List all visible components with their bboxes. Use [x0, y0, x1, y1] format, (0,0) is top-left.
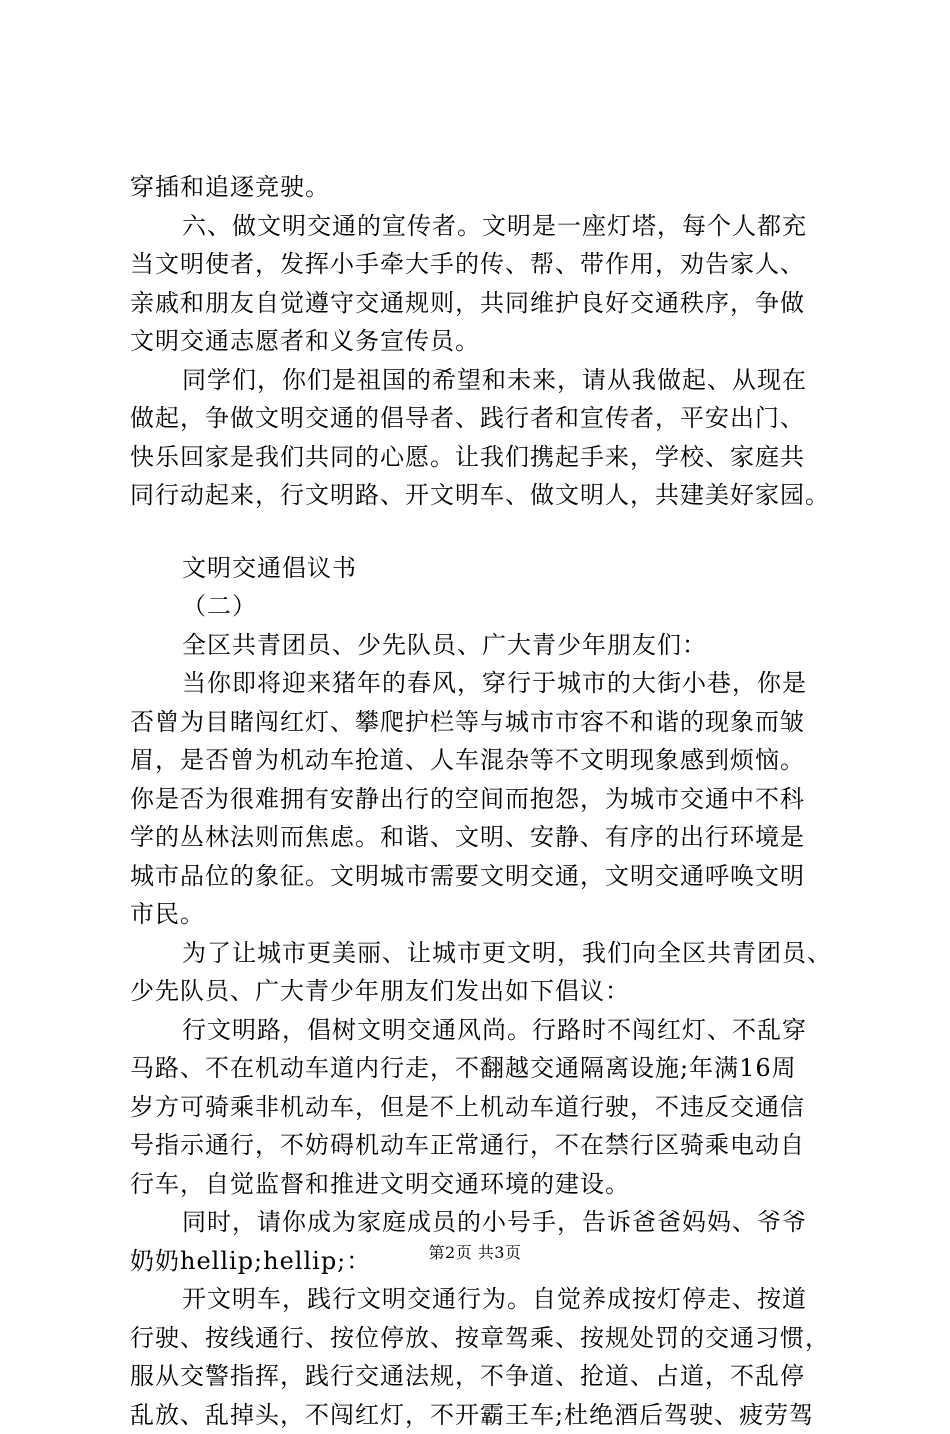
section-gap — [130, 515, 850, 549]
text-line: 少先队员、广大青少年朋友们发出如下倡议： — [130, 972, 850, 1011]
text-line: 文明交通志愿者和义务宣传员。 — [130, 322, 850, 361]
text-line: 奶奶hellip;hellip;： — [130, 1242, 850, 1281]
text-line: 开文明车，践行文明交通行为。自觉养成按灯停走、按道 — [130, 1280, 850, 1319]
text-line: 同学们，你们是祖国的希望和未来，请从我做起、从现在 — [130, 361, 850, 400]
text-line: 马路、不在机动车道内行走，不翻越交通隔离设施;年满16周 — [130, 1049, 850, 1088]
text-line: 你是否为很难拥有安静出行的空间而抱怨，为城市交通中不科 — [130, 780, 850, 819]
text-line: 亲戚和朋友自觉遵守交通规则，共同维护良好交通秩序，争做 — [130, 284, 850, 323]
text-line: 市民。 — [130, 895, 850, 934]
text-line: 服从交警指挥，践行交通法规，不争道、抢道、占道，不乱停 — [130, 1357, 850, 1396]
page-footer: 第2页 共3页 — [0, 1240, 950, 1263]
section-title: 文明交通倡议书 — [130, 549, 850, 588]
text-line: 六、做文明交通的宣传者。文明是一座灯塔，每个人都充 — [130, 207, 850, 246]
text-line: 行车，自觉监督和推进文明交通环境的建设。 — [130, 1165, 850, 1204]
text-line: 做起，争做文明交通的倡导者、践行者和宣传者，平安出门、 — [130, 399, 850, 438]
text-line: 学的丛林法则而焦虑。和谐、文明、安静、有序的出行环境是 — [130, 818, 850, 857]
text-line: 号指示通行，不妨碍机动车正常通行，不在禁行区骑乘电动自 — [130, 1126, 850, 1165]
text-line: 快乐回家是我们共同的心愿。让我们携起手来，学校、家庭共 — [130, 438, 850, 477]
text-line: 岁方可骑乘非机动车，但是不上机动车道行驶，不违反交通信 — [130, 1088, 850, 1127]
text-line: 乱放、乱掉头，不闯红灯，不开霸王车;杜绝酒后驾驶、疲劳驾 — [130, 1396, 850, 1434]
text-line: 城市品位的象征。文明城市需要文明交通，文明交通呼唤文明 — [130, 857, 850, 896]
text-line: 当你即将迎来猪年的春风，穿行于城市的大街小巷，你是 — [130, 664, 850, 703]
text-line: 当文明使者，发挥小手牵大手的传、帮、带作用，劝告家人、 — [130, 245, 850, 284]
text-line: 为了让城市更美丽、让城市更文明，我们向全区共青团员、 — [130, 934, 850, 973]
text-line: 行驶、按线通行、按位停放、按章驾乘、按规处罚的交通习惯， — [130, 1319, 850, 1358]
text-line: 眉，是否曾为机动车抢道、人车混杂等不文明现象感到烦恼。 — [130, 741, 850, 780]
text-line: 否曾为目睹闯红灯、攀爬护栏等与城市市容不和谐的现象而皱 — [130, 703, 850, 742]
salutation: 全区共青团员、少先队员、广大青少年朋友们： — [130, 626, 850, 665]
text-line: 同行动起来，行文明路、开文明车、做文明人，共建美好家园。 — [130, 476, 850, 515]
text-line: 同时，请你成为家庭成员的小号手，告诉爸爸妈妈、爷爷 — [130, 1203, 850, 1242]
text-line: 穿插和追逐竞驶。 — [130, 168, 850, 207]
section-subtitle: （二） — [130, 587, 850, 626]
text-line: 行文明路，倡树文明交通风尚。行路时不闯红灯、不乱穿 — [130, 1011, 850, 1050]
